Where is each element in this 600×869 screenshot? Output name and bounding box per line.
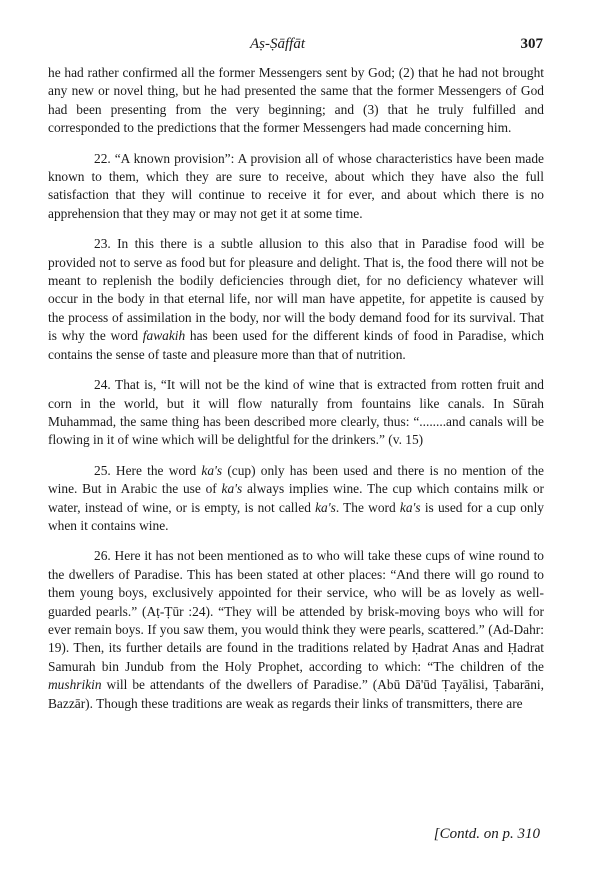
italic-term: ka's <box>399 499 421 515</box>
note-22: 22. “A known provision”: A provision all of whose characteristics have been made known to them, which they are sure to receive, about which they have also the full satisfaction that they will continue to receive it for ever, and about which there is no apprehension that they may or may not get it at some time. <box>48 150 544 221</box>
note-24: 24. That is, “It will not be the kind of wine that is extracted from rotten fruit and corn in the world, but it will flow naturally from fountains like canals. In Sūrah Muhammad, the same thing has been described more clearly, thus: “........and canals will be flowing in it of wine which will be delightful for the drinkers.” (v. 15) <box>48 377 545 448</box>
italic-term: ka's <box>201 462 223 478</box>
note-26: 26. Here it has not been mentioned as to who will take these cups of wine round to the dwellers of Paradise. This has been stated at other places: “And there will go round to them young boys, exclusively appointed for their service, who will be as lovely as well-guarded pearls.” (Aṭ-Ṭūr :24). “They will be attended by brisk-moving boys who will for ever remain boys. If you saw them, you would think they were pearls, scattered.” (Ad-Dahr: 19). Then, its further details are found in the traditions related by Ḥadrat Anas and Ḥadrat Samurah bin Jundub from the Holy Prophet, according to which: “The children of the mushrikin will be attendants of the dwellers of Paradise.” (Abū Dā'ūd Ṭayālisi, Ṭabarāni, Bazzār). Though these traditions are weak as regards their links of transmitters, there are <box>48 548 544 711</box>
page-number: 307 <box>520 36 543 52</box>
italic-term: mushrikin <box>48 677 102 693</box>
italic-term: ka's <box>315 499 336 515</box>
running-title: Aṣ-Ṣāffāt <box>250 36 305 52</box>
page-header <box>0 36 600 58</box>
italic-term: fawakih <box>142 328 186 344</box>
note-25: 25. Here the word ka's (cup) only has been used and there is no mention of the wine. But in Arabic the use of ka's always implies wine. The cup which contains milk or water, instead of wine, or is empty, is not called ka's. The word ka's is used for a cup only when it contains wine. <box>48 462 545 533</box>
paragraph-continuation: he had rather confirmed all the former Messengers sent by God; (2) that he had not brought any new or novel thing, but he had presented the same that the former Messengers of God had been presenting from the very beginning; and (3) that he truly fulfilled and corresponded to the predictions that the former Messengers had made concerning him. <box>48 65 544 136</box>
note-23: 23. In this there is a subtle allusion to this also that in Paradise food will be provided not to serve as food but for pleasure and delight. That is, the food there will not be meant to replenish the bodily deficiencies through diet, for no deficiency whatever will occur in the body in that eternal life, nor will man have appetite, for appetite is caused by the process of assimilation in the body, nor will the body demand food for its survival. That is why the word fawakih has been used for the different kinds of food in Paradise, which contains the sense of taste and pleasure more than that of nutrition. <box>48 236 545 362</box>
italic-term: ka's <box>221 481 243 497</box>
continuation-note: [Contd. on p. 310 <box>433 826 540 842</box>
body-text <box>48 64 544 725</box>
